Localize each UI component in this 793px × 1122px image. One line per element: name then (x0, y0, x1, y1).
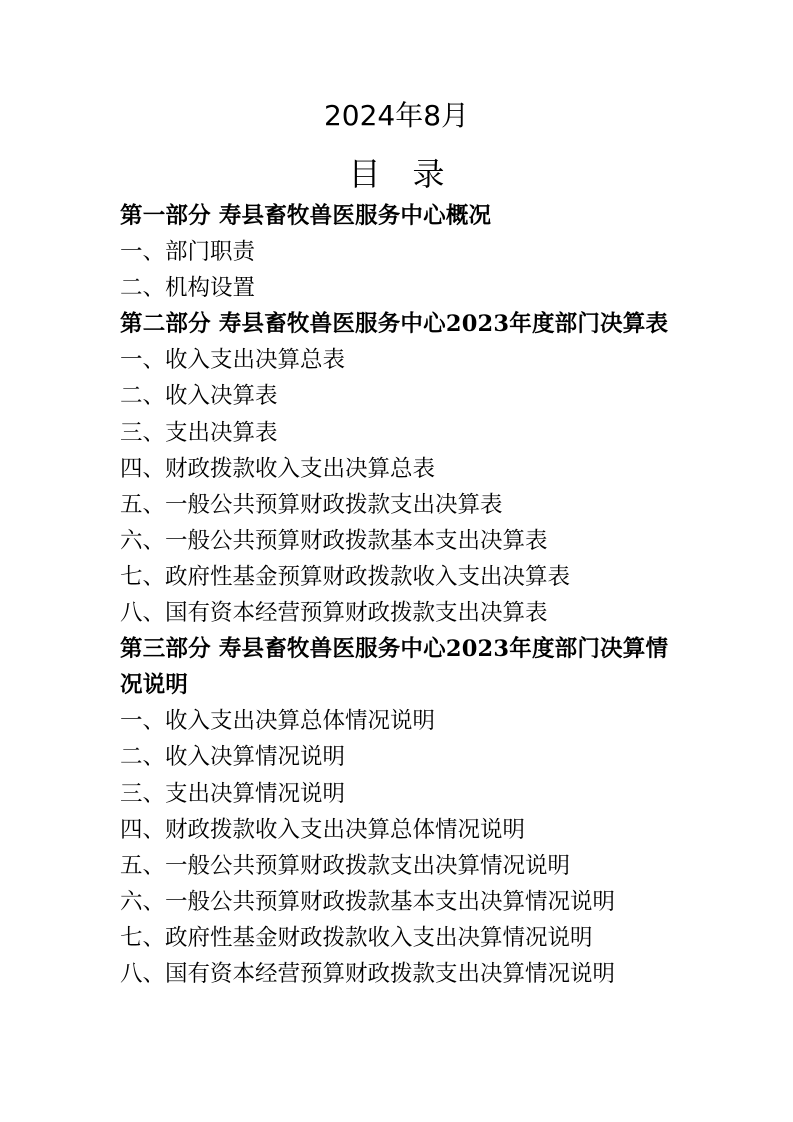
toc-item: 四、财政拨款收入支出决算总表 (120, 455, 436, 482)
toc-item: 一、收入支出决算总表 (120, 347, 346, 374)
toc-item: 六、一般公共预算财政拨款基本支出决算情况说明 (120, 888, 616, 915)
toc-item: 五、一般公共预算财政拨款支出决算表 (120, 491, 503, 518)
document-date: 2024年8月 (323, 99, 470, 132)
toc-item: 三、支出决算情况说明 (120, 780, 346, 807)
toc-item: 二、收入决算表 (120, 383, 278, 410)
toc-item: 八、国有资本经营预算财政拨款支出决算表 (120, 600, 548, 627)
toc-item: 三、支出决算表 (120, 419, 278, 446)
toc-item: 一、部门职责 (120, 239, 256, 266)
toc-part-2-title: 第二部分 寿县畜牧兽医服务中心2023年度部门决算表 (120, 311, 669, 338)
toc-item: 七、政府性基金预算财政拨款收入支出决算表 (120, 563, 571, 590)
toc-item: 二、机构设置 (120, 275, 256, 302)
toc-part-1-title: 第一部分 寿县畜牧兽医服务中心概况 (120, 203, 492, 229)
toc-item: 一、收入支出决算总体情况说明 (120, 708, 436, 735)
toc-item: 五、一般公共预算财政拨款支出决算情况说明 (120, 852, 571, 879)
toc-item: 二、收入决算情况说明 (120, 744, 346, 771)
toc-item: 八、国有资本经营预算财政拨款支出决算情况说明 (120, 960, 616, 987)
toc-title: 目 录 (348, 155, 445, 193)
table-of-contents (120, 198, 680, 992)
toc-item: 六、一般公共预算财政拨款基本支出决算表 (120, 527, 548, 554)
toc-part-3-title: 第三部分 寿县畜牧兽医服务中心2023年度部门决算情况说明 (120, 636, 669, 699)
toc-item: 七、政府性基金财政拨款收入支出决算情况说明 (120, 924, 593, 951)
toc-item: 四、财政拨款收入支出决算总体情况说明 (120, 816, 526, 843)
